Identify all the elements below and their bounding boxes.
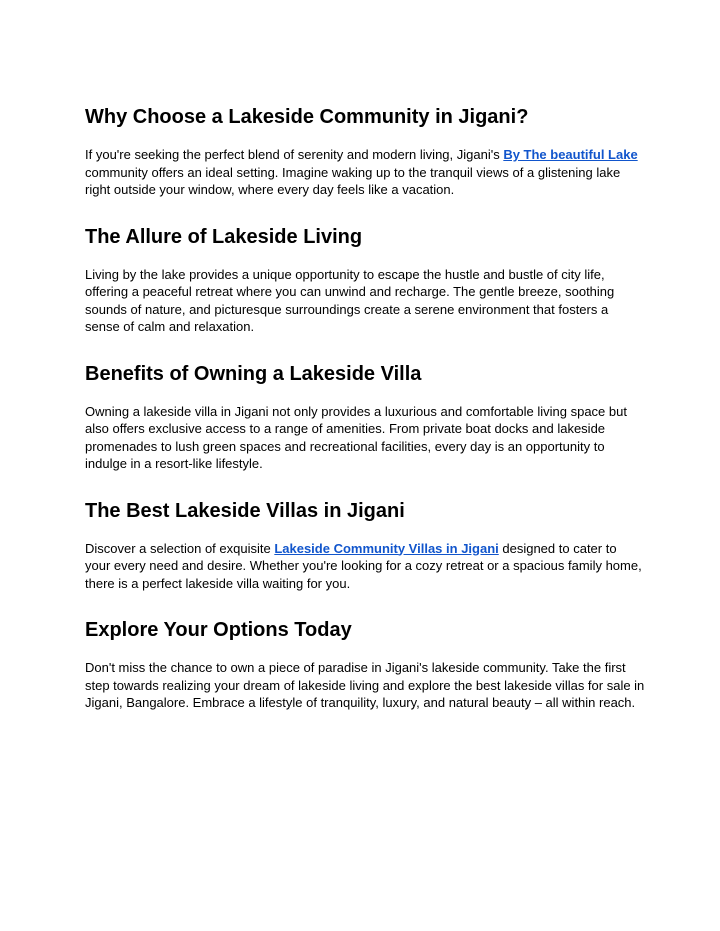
paragraph-text: If you're seeking the perfect blend of serenity and modern living, Jigani's	[85, 147, 504, 162]
paragraph-text: designed to cater to your every need and desire. Whether you're looking for a cozy retreat or a spacious family home, there is a perfect lakeside villa waiting for you.	[85, 540, 642, 591]
heading-explore: Explore Your Options Today	[85, 619, 352, 641]
heading-allure: The Allure of Lakeside Living	[85, 225, 363, 248]
paragraph-explore: Don't miss the chance to own a piece of paradise in Jigani's lakeside community. Take the first step towards realizing your dream of lakeside living and explore the best lakeside villas for sale in Jigani, Bangalore. Embrace a lifestyle of tranquility, luxury, and natural beauty – all within reach.	[85, 660, 645, 710]
paragraph-text: Discover a selection of exquisite	[85, 540, 275, 556]
heading-best-villas: The Best Lakeside Villas in Jigani	[85, 499, 405, 522]
document-page	[85, 104, 645, 737]
paragraph-text: community offers an ideal setting. Imagine waking up to the tranquil views of a glistening lake right outside your window, where every day feels like a vacation.	[85, 164, 621, 197]
paragraph-allure: Living by the lake provides a unique opportunity to escape the hustle and bustle of city life, offering a peaceful retreat where you can unwind and recharge. The gentle breeze, soothing sounds of nature, and picturesque surroundings create a serene environment that fosters a sense of calm and relaxation.	[85, 266, 615, 334]
heading-benefits: Benefits of Owning a Lakeside Villa	[85, 362, 422, 385]
paragraph-benefits: Owning a lakeside villa in Jigani not only provides a luxurious and comfortable living space but also offers exclusive access to a range of amenities. From private boat docks and lakeside promenades to lush green spaces and recreational facilities, every day is an opportunity to indulge in a resort-like lifestyle.	[85, 403, 627, 471]
lakeside-community-villas-link[interactable]: Lakeside Community Villas in Jigani	[274, 540, 499, 556]
by-the-beautiful-lake-link[interactable]: By The beautiful Lake	[503, 147, 638, 162]
paragraph-why-choose	[85, 146, 645, 199]
heading-why-choose: Why Choose a Lakeside Community in Jigani?	[85, 106, 529, 128]
paragraph-best-villas	[85, 540, 645, 593]
